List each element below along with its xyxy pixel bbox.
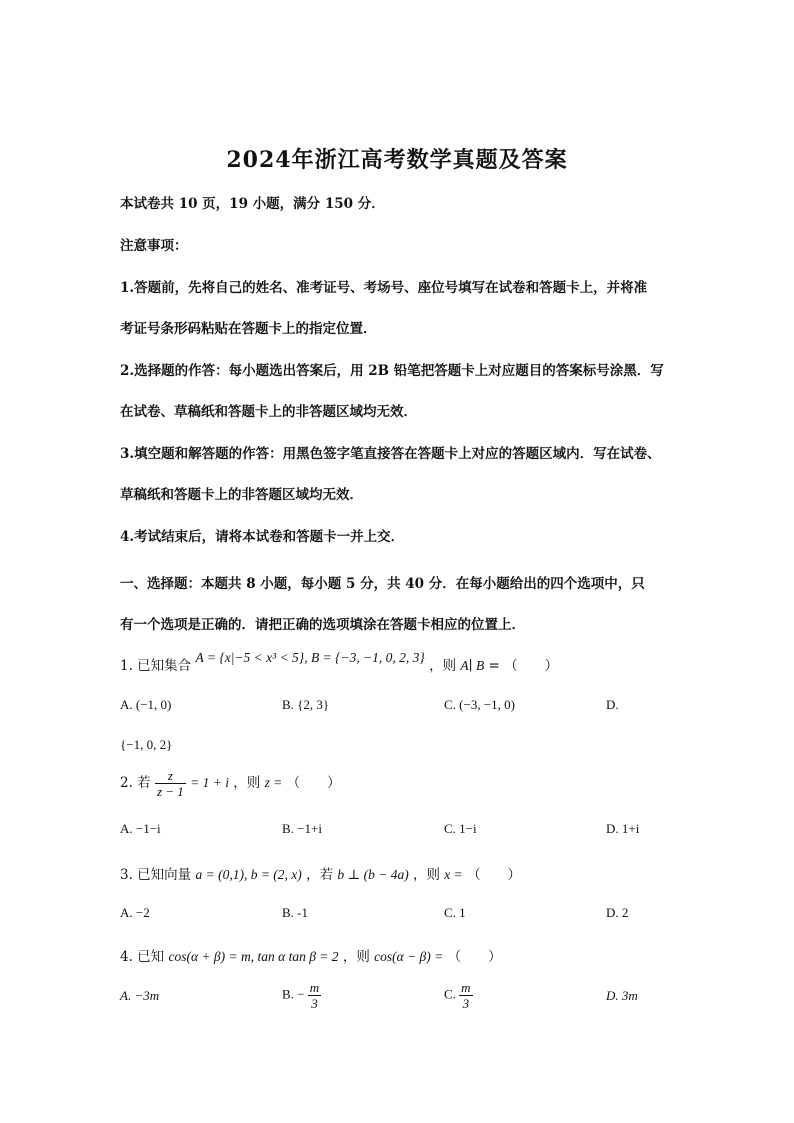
question-2-fraction-numerator: z (155, 768, 186, 784)
question-4-option-c-denominator: 3 (462, 996, 470, 1011)
question-1-option-d-value: {−1, 0, 2} (120, 737, 173, 752)
question-4-option-b-numerator: m (309, 980, 320, 995)
question-1-prefix: 1. 已知集合 (120, 658, 192, 674)
question-3-math-3: x = (444, 867, 463, 882)
question-2-math: = 1 + i (190, 775, 229, 790)
question-3-math: a = (0,1), b = (2, x) (195, 867, 302, 882)
question-4-option-b-fraction (308, 980, 321, 1011)
intro-text: 本试卷共 10 页，19 小题，满分 150 分． (120, 196, 385, 212)
question-4-option-a-text: A. −3m (120, 988, 160, 1003)
notice-1-line-1: 1.答题前，先将自己的姓名、准考证号、考场号、座位号填写在试卷和答题卡上，并将准 (120, 280, 648, 296)
question-1-option-c: C. (−3, −1, 0) (444, 697, 515, 712)
question-3-stem (120, 863, 521, 883)
question-3-mid: ，则 (412, 867, 440, 883)
section-1-line-2: 有一个选项是正确的．请把正确的选项填涂在答题卡相应的位置上． (120, 617, 525, 633)
question-3-option-c: C. 1 (444, 905, 466, 920)
question-2-option-a: A. −1−i (120, 821, 161, 836)
section-1-line-1: 一、选择题：本题共 8 小题，每小题 5 分，共 40 分．在每小题给出的四个选项中，只 (120, 576, 645, 592)
question-2-stem (120, 768, 341, 799)
question-3-end: （ ） (467, 867, 522, 883)
notice-2-line-1: 2.选择题的作答：每小题选出答案后，用 2B 铅笔把答题卡上对应题目的答案标号涂黑．写 (120, 363, 664, 379)
question-2-fraction (155, 768, 186, 799)
notice-2-line-2: 在试卷、草稿纸和答题卡上的非答题区域均无效． (120, 404, 417, 420)
question-2-option-b: B. −1+i (282, 821, 322, 836)
notice-3-line-2: 草稿纸和答题卡上的非答题区域均无效． (120, 487, 363, 503)
question-3-option-d: D. 2 (606, 905, 629, 920)
question-1-math: A = {x|−5 < x³ < 5}, B = {−3, −1, 0, 2, 3} (195, 650, 425, 665)
question-2-fraction-denominator: z − 1 (156, 784, 184, 799)
question-4-option-b (282, 980, 321, 1011)
question-3-option-a: A. −2 (120, 905, 150, 920)
question-1-end: = （ ） (488, 658, 559, 674)
question-4-stem (120, 945, 502, 965)
question-3-math-2: b ⊥ (b − 4a) (337, 867, 409, 882)
question-3-prefix: 3. 已知向量 (120, 867, 192, 883)
question-4-option-b-text: B. − (282, 986, 305, 1002)
question-2-option-c: C. 1−i (444, 821, 477, 836)
question-4-option-c-text: C. (444, 986, 460, 1002)
question-4-option-a (120, 988, 159, 1004)
question-2-prefix: 2. 若 (120, 775, 151, 791)
question-2-math-2: z = (264, 775, 283, 790)
question-4-math-2: cos(α − β) = (374, 949, 444, 964)
question-4-option-c-numerator: m (461, 980, 471, 995)
notice-1-line-2: 考证号条形码粘贴在答题卡上的指定位置． (120, 321, 377, 337)
question-2-end: （ ） (286, 775, 341, 791)
page-title: 2024年浙江高考数学真题及答案 (226, 147, 568, 173)
question-4-option-d (606, 988, 638, 1004)
question-4-suffix: ，则 (342, 949, 370, 965)
question-4-math: cos(α + β) = m, tan α tan β = 2 (168, 949, 339, 964)
question-1-suffix: ，则 (429, 658, 457, 674)
question-4-prefix: 4. 已知 (120, 949, 165, 965)
question-4-end: （ ） (447, 949, 502, 965)
question-4-option-c (444, 980, 473, 1011)
question-2-option-d: D. 1+i (606, 821, 640, 836)
question-4-option-c-fraction (459, 980, 472, 1011)
notice-heading: 注意事项： (120, 238, 188, 254)
question-3-option-b: B. -1 (282, 905, 308, 920)
question-1-math-2: A∣ B (460, 658, 485, 673)
notice-4-line-1: 4.考试结束后，请将本试卷和答题卡一并上交． (120, 529, 405, 545)
question-3-suffix: ，若 (306, 867, 334, 883)
question-1-option-d: D. (606, 697, 619, 712)
question-4-option-d-text: D. 3m (606, 988, 638, 1003)
question-1-option-b: B. {2, 3} (282, 697, 330, 712)
question-4-option-b-denominator: 3 (311, 996, 318, 1011)
question-1-option-a: A. (−1, 0) (120, 697, 172, 712)
notice-3-line-1: 3.填空题和解答题的作答：用黑色签字笔直接答在答题卡上对应的答题区域内．写在试卷、 (120, 446, 661, 462)
question-1-stem (120, 650, 559, 674)
question-2-suffix: ，则 (233, 775, 261, 791)
